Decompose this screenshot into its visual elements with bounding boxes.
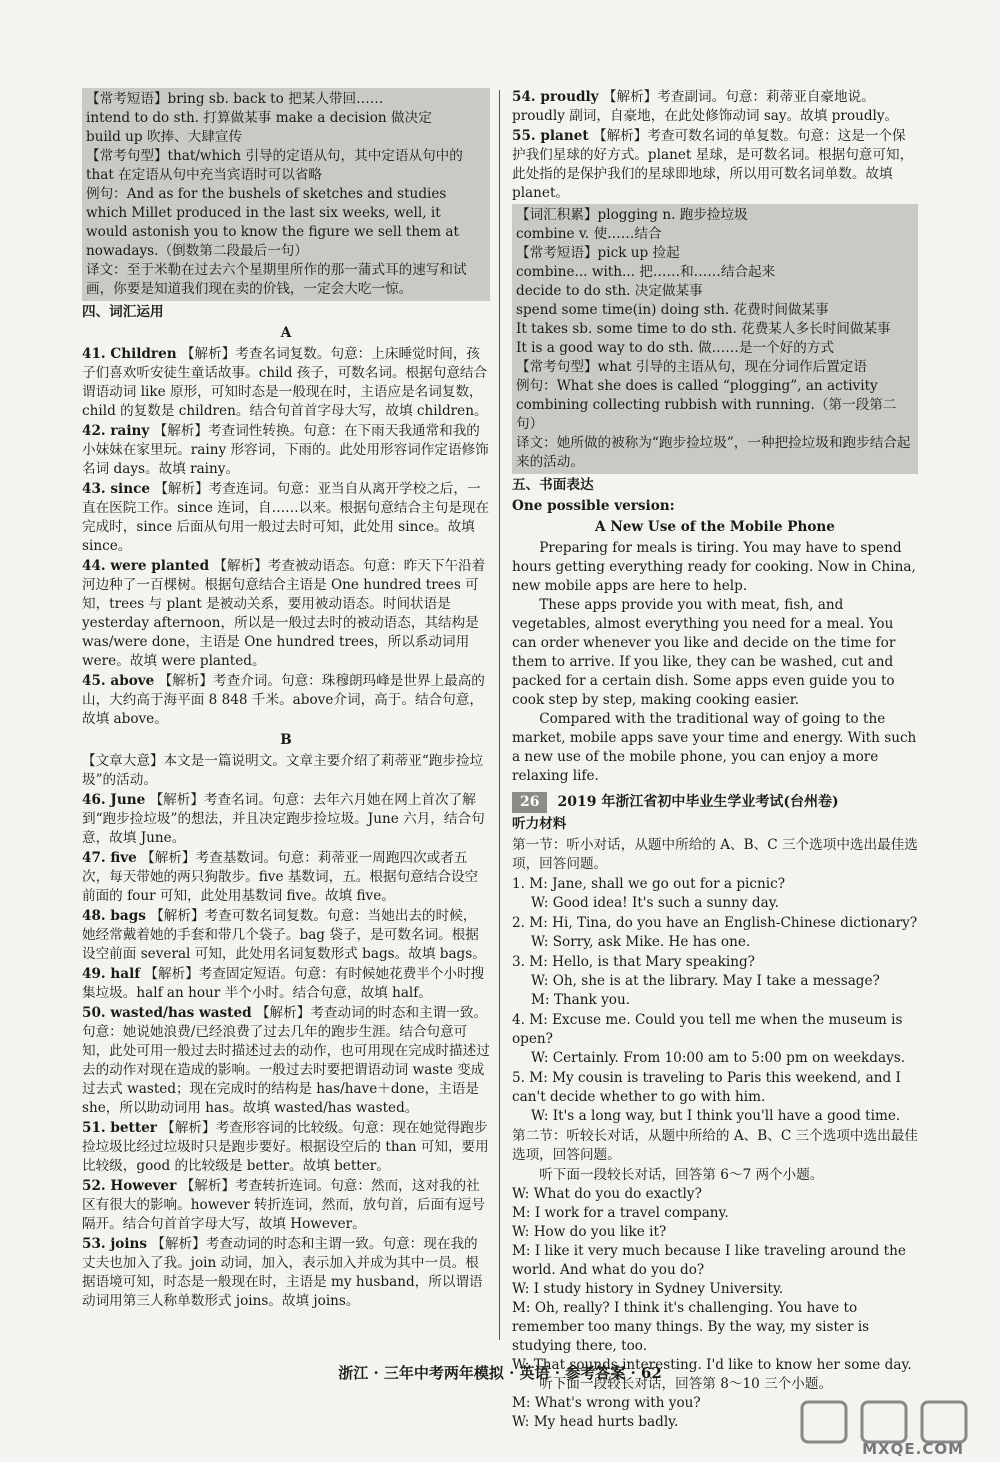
answer-item [512, 127, 918, 203]
section-heading: 四、词汇运用 [82, 304, 164, 320]
box-line: spend some time(in) doing sth. 花费时间做某事 [516, 302, 829, 318]
dialogue-line: 5. M: My cousin is traveling to Paris this weekend, and I can't decide whether to go with him. [512, 1070, 901, 1105]
answer-item [82, 849, 490, 906]
conversation-line: W: I study history in Sydney University. [512, 1281, 784, 1297]
answer-number: 51. better [82, 1120, 157, 1136]
box-line: intend to do sth. 打算做某事 make a decision 做决定 [86, 110, 432, 126]
essay-title: A New Use of the Mobile Phone [595, 519, 835, 535]
dialogue-line: M: Thank you. [531, 992, 631, 1008]
dialogue-line: W: It's a long way, but I think you'll have a good time. [531, 1108, 901, 1124]
answer-text: 【解析】考查可数名词复数。句意：当她出去的时候，她经常戴着她的手套和带几个袋子。bag 袋子，是可数名词。根据设空前面 several 可知，此处用名词复数形式 bags。故填 bags。 [82, 908, 486, 962]
dialogue [512, 953, 918, 1010]
box-line: build up 吹捧、大肆宣传 [86, 129, 243, 145]
phrase-box-1 [82, 88, 490, 301]
conversation-line: M: Oh, really? I think it's challenging. You have to remember too many things. By the way, my sister is studying there, too. [512, 1300, 870, 1354]
box-line: 【常考句型】that/which 引导的定语从句，其中定语从句中的 that 在定语从句中充当宾语时可以省略 [86, 148, 463, 183]
conversation-line: W: How do you like it? [512, 1224, 667, 1240]
instruction: 第一节：听小对话，从题中所给的 A、B、C 三个选项中选出最佳选项，回答问题。 [512, 837, 918, 872]
answer-number: 50. wasted/has wasted [82, 1005, 252, 1021]
answer-text: 【解析】考查名词。句意：去年六月她在网上首次了解到“跑步捡垃圾”的想法，并且决定跑步捡垃圾。June 六月，结合句意，故填 June。 [82, 792, 485, 846]
answer-text: 【解析】考查被动语态。句意：昨天下午沿着河边种了一百棵树。根据句意结合主语是 One hundred trees 可知，trees 与 plant 是被动关系，要用被动语态。时间状语是 yesterday afternoon，所以是一般过去时的被动语态，其结构是 was/were done，主语是 One hundred trees，所以系动词用 were。故填 were planted。 [82, 558, 486, 669]
right-column [512, 88, 918, 1432]
answer-item [82, 345, 490, 421]
box-line: 【常考短语】pick up 捡起 [516, 245, 680, 261]
answer-text: 【解析】考查连词。句意：亚当自从离开学校之后，一直在医院工作。since 连词，自……以来。根据句意结合主句是现在完成时，since 后面从句用一般过去时可知，此处用 since。故填 since。 [82, 481, 490, 554]
answer-number: 52. However [82, 1178, 177, 1194]
exam-title: 2019 年浙江省初中毕业生学业考试(台州卷) [557, 794, 839, 810]
dialogue [512, 1069, 918, 1126]
answer-item [82, 672, 490, 729]
essay-paragraph: These apps provide you with meat, fish, and vegetables, almost everything you need for a meal. You can order whenever you like and decide on the time for them to arrive. If you like, they can be washed, cut and packed for a certain dish. Some apps even guide you to cook step by step, making cooking easier. [512, 597, 896, 708]
dialogue [512, 875, 918, 913]
answer-number: 41. Children [82, 346, 177, 362]
sub-instruction: 听下面一段较长对话，回答第 6～7 两个小题。 [539, 1167, 824, 1183]
conversation-line: W: That sounds interesting. I'd like to know her some day. [512, 1357, 912, 1373]
left-column [82, 88, 490, 1312]
box-line: 例句：What she does is called “plogging”, an activity combining collecting rubbish with running.（第一段第二句） [516, 378, 897, 432]
answer-text: 【解析】考查名词复数。句意：上床睡觉时间，孩子们喜欢听安徒生童话故事。child 孩子，可数名词。根据句意结合谓语动词 like 原形，可知时态是一般现在时，主语应是名词复数，child 的复数是 children。结合句首首字母大写，故填 children。 [82, 346, 488, 419]
dialogue-line: 4. M: Excuse me. Could you tell me when the museum is open? [512, 1012, 903, 1047]
answer-text: 【解析】考查形容词的比较级。句意：现在她觉得跑步捡垃圾比经过垃圾时只是跑步要好。根据设空后的 than 可知，要用比较级，good 的比较级是 better。故填 better。 [82, 1120, 489, 1174]
dialogue [512, 914, 918, 952]
answer-number: 49. half [82, 966, 141, 982]
box-line: 译文：至于米勒在过去六个星期里所作的那一蒲式耳的速写和试画，你要是知道我们现在卖的价钱，一定会大吃一惊。 [86, 262, 467, 297]
listening-heading: 听力材料 [512, 816, 567, 832]
answer-text: 【解析】考查转折连词。句意：然而，这对我的社区有很大的影响。however 转折连词，然而，放句首，后面有逗号隔开。结合句首首字母大写，故填 However。 [82, 1178, 486, 1232]
answer-text: 【解析】考查副词。句意：莉蒂亚自豪地说。proudly 副词，自豪地，在此处修饰动词 say。故填 proudly。 [512, 89, 899, 124]
answer-number: 53. joins [82, 1236, 148, 1252]
answer-number: 43. since [82, 481, 151, 497]
answer-number: 42. rainy [82, 423, 150, 439]
conversation-line: M: I like it very much because I like traveling around the world. And what do you do? [512, 1243, 906, 1278]
answer-item [82, 907, 490, 964]
box-line: 【词汇积累】plogging n. 跑步捡垃圾 [516, 207, 748, 223]
part-label: B [280, 732, 292, 748]
answer-item [82, 1119, 490, 1176]
article-summary: 【文章大意】本文是一篇说明文。文章主要介绍了莉蒂亚“跑步捡垃圾”的活动。 [82, 753, 484, 788]
box-line: It takes sb. some time to do sth. 花费某人多长时间做某事 [516, 321, 891, 337]
column-divider [499, 90, 500, 1340]
answer-number: 48. bags [82, 908, 146, 924]
instruction: 第二节：听较长对话，从题中所给的 A、B、C 三个选项中选出最佳选项，回答问题。 [512, 1128, 918, 1163]
answer-item [82, 557, 490, 671]
answer-number: 45. above [82, 673, 155, 689]
page-footer: 浙江 · 三年中考两年模拟 · 英语 · 参考答案 · 62 [338, 1364, 662, 1382]
answer-text: 【解析】考查动词的时态和主谓一致。句意：现在我的丈夫也加入了我。join 动词，加入，表示加入并成为其中一员。根据语境可知，时态是一般现在时，主语是 my husband，所以谓语动词用第三人称单数形式 joins。故填 joins。 [82, 1236, 483, 1309]
answer-text: 【解析】考查词性转换。句意：在下雨天我通常和我的小妹妹在家里玩。rainy 形容词，下雨的。此处用形容词作定语修饰名词 days。故填 rainy。 [82, 423, 489, 477]
answer-text: 【解析】考查动词的时态和主谓一致。句意：她说她浪费/已经浪费了过去几年的跑步生涯。结合句意可知，此处可用一般过去时描述过去的动作，也可用现在完成时描述过去的动作对现在造成的影响。一般过去时要把谓语动词 waste 变成过去式 wasted；现在完成时的结构是 has/have＋done，主语是 she，所以助动词用 has。故填 wasted/has wasted。 [82, 1005, 490, 1116]
answer-text: 【解析】考查基数词。句意：莉蒂亚一周跑四次或者五次，每天带她的两只狗散步。five 基数词，五。根据句意结合设空前面的 four 可知，此处用基数词 five。故填 five。 [82, 850, 479, 904]
essay-paragraph: Preparing for meals is tiring. You may have to spend hours getting everything ready for cooking. Now in China, new mobile apps are here to help. [512, 540, 916, 594]
essay-paragraph: Compared with the traditional way of going to the market, mobile apps save your time and energy. With such a new use of the mobile phone, you can enjoy a more relaxing life. [512, 711, 917, 784]
box-line: It is a good way to do sth. 做……是一个好的方式 [516, 340, 835, 356]
answer-item [82, 1235, 490, 1311]
box-line: 【常考短语】bring sb. back to 把某人带回…… [86, 91, 384, 107]
dialogue [512, 1011, 918, 1068]
dialogue-line: 3. M: Hello, is that Mary speaking? [512, 954, 755, 970]
answer-number: 46. June [82, 792, 146, 808]
exam-header [512, 792, 918, 813]
answer-number: 47. five [82, 850, 137, 866]
answer-item [512, 88, 918, 126]
answer-number: 54. proudly [512, 89, 599, 105]
answer-item [82, 422, 490, 479]
dialogue-line: W: Oh, she is at the library. May I take a message? [531, 973, 880, 989]
box-line: combine... with... 把……和……结合起来 [516, 264, 776, 280]
box-line: combine v. 使……结合 [516, 226, 662, 242]
dialogue-line: 2. M: Hi, Tina, do you have an English-Chinese dictionary? [512, 915, 918, 931]
answer-item [82, 1004, 490, 1118]
version-label: One possible version: [512, 498, 675, 514]
answer-text: 【解析】考查固定短语。句意：有时候她花费半个小时搜集垃圾。half an hour 半个小时。结合句意，故填 half。 [82, 966, 485, 1001]
answer-text: 【解析】考查可数名词的单复数。句意：这是一个保护我们星球的好方式。planet 星球，是可数名词。根据句意可知，此处指的是保护我们的星球即地球，所以用可数名词单数。故填 planet。 [512, 128, 914, 201]
conversation-line: M: I work for a travel company. [512, 1205, 729, 1221]
answer-item [82, 480, 490, 556]
section-heading: 五、书面表达 [512, 477, 594, 493]
answer-number: 44. were planted [82, 558, 210, 574]
box-line: 译文：她所做的被称为“跑步捡垃圾”，一种把捡垃圾和跑步结合起来的活动。 [516, 435, 911, 470]
dialogue-line: W: Good idea! It's such a sunny day. [531, 895, 779, 911]
exam-number: 26 [512, 792, 547, 813]
answer-item [82, 965, 490, 1003]
sub-instruction: 听下面一段较长对话，回答第 8～10 三个小题。 [539, 1376, 833, 1392]
dialogue-line: W: Sorry, ask Mike. He has one. [531, 934, 751, 950]
watermark-text: MXQE.COM [862, 1440, 964, 1458]
conversation-line: W: My head hurts badly. [512, 1414, 679, 1430]
dialogue-line: 1. M: Jane, shall we go out for a picnic? [512, 876, 786, 892]
conversation-line: M: What's wrong with you? [512, 1395, 701, 1411]
dialogue-line: W: Certainly. From 10:00 am to 5:00 pm on weekdays. [531, 1050, 906, 1066]
answer-item [82, 791, 490, 848]
conversation-line: W: What do you do exactly? [512, 1186, 702, 1202]
answer-number: 55. planet [512, 128, 589, 144]
box-line: 【常考句型】what 引导的主语从句，现在分词作后置定语 [516, 359, 867, 375]
answer-item [82, 1177, 490, 1234]
answer-text: 【解析】考查介词。句意：珠穆朗玛峰是世界上最高的山，大约高于海平面 8 848 千米。above介词，高于。结合句意，故填 above。 [82, 673, 485, 727]
part-label: A [280, 325, 292, 341]
phrase-box-2 [512, 204, 918, 474]
box-line: decide to do sth. 决定做某事 [516, 283, 703, 299]
box-line: 例句：And as for the bushels of sketches and studies which Millet produced in the last six weeks, well, it would astonish you to know the figure we sell them at nowadays.（倒数第二段最后一句） [86, 186, 459, 259]
